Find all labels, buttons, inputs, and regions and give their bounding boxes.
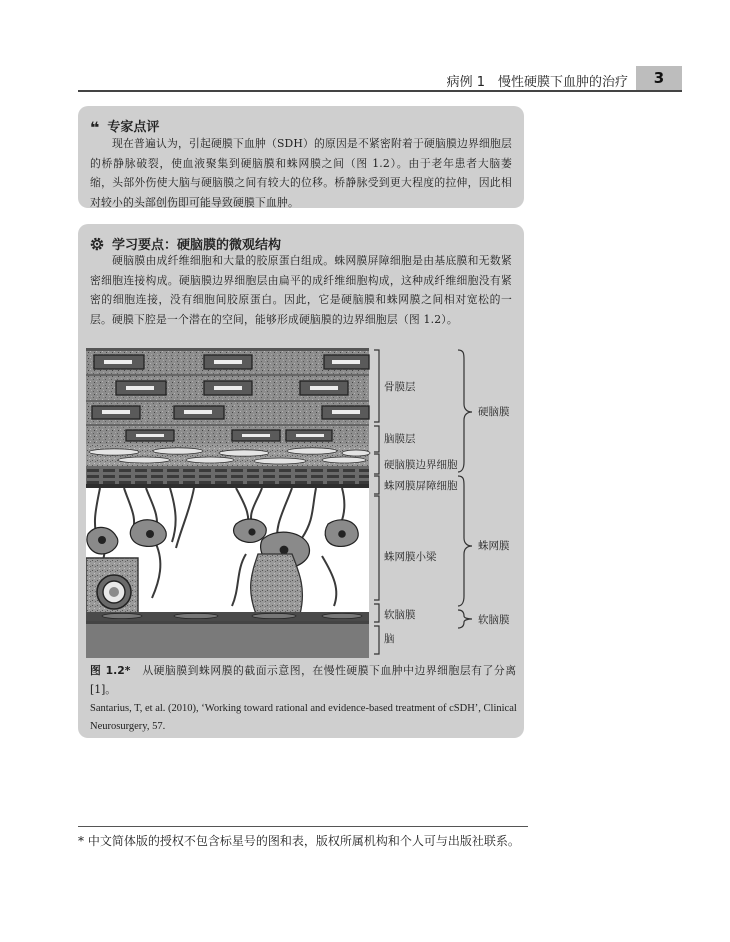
- label-pia: 软脑膜: [384, 609, 416, 621]
- quote-icon: ❝: [90, 118, 100, 137]
- running-title: 病例 1 慢性硬膜下血肿的治疗: [446, 75, 628, 90]
- label-meningeal: 脑膜层: [384, 433, 416, 445]
- label-periosteal: 骨膜层: [384, 381, 416, 393]
- group-label-arachnoid: 蛛网膜: [478, 540, 510, 552]
- gear-icon: [90, 237, 104, 251]
- meninges-diagram: [86, 348, 520, 658]
- learning-point-paragraph: 硬脑膜由成纤维细胞和大量的胶原蛋白组成。蛛网膜屏障细胞是由基底膜和无数紧密细胞连接构成。硬脑膜边界细胞层由扁平的成纤维细胞构成，这种成纤维细胞没有紧密的细胞连接，没有细胞间胶原蛋白。因此，它是硬脑膜和蛛网膜之间相对宽松的一层。硬膜下腔是一个潜在的空间，能够形成硬脑膜的边界细胞层（图 1.2）。: [90, 254, 512, 326]
- bridging-vein: [86, 558, 138, 618]
- label-arachnoid-trabeculae: 蛛网膜小梁: [384, 551, 437, 563]
- layer-brackets: [374, 350, 379, 654]
- group-label-dura: 硬脑膜: [478, 406, 510, 418]
- learning-point-box: [78, 224, 524, 738]
- figure-caption: [90, 661, 516, 699]
- figure-caption-label: 图 1.2*: [90, 664, 131, 677]
- expert-comment-heading: ❝ 专家点评: [90, 118, 160, 137]
- figure-caption-text: 从硬脑膜到蛛网膜的截面示意图，在慢性硬膜下血肿中边界细胞层有了分离 [1]。: [90, 664, 516, 696]
- group-label-pia: 软脑膜: [478, 614, 510, 626]
- label-brain: 脑: [384, 633, 395, 645]
- expert-comment-box: [78, 106, 524, 208]
- label-dural-border: 硬脑膜边界细胞: [384, 459, 458, 471]
- figure-reference: Santarius, T, et al. (2010), ‘Working toward rational and evidence-based treatment of cSDH’, Clinical Neurosurgery, 57.: [90, 703, 517, 732]
- page-number: 3: [636, 66, 682, 90]
- header-rule: [78, 90, 682, 92]
- running-header: [78, 66, 682, 92]
- learning-point-heading: 学习要点：硬脑膜的微观结构: [90, 234, 281, 253]
- footnote-rule: [78, 826, 528, 827]
- label-arachnoid-barrier: 蛛网膜屏障细胞: [384, 480, 458, 492]
- footnote: * 中文简体版的授权不包含标星号的图和表，版权所属机构和个人可与出版社联系。: [78, 834, 520, 848]
- brain-layer: [86, 621, 369, 658]
- arachnoid-barrier-layer: [86, 466, 369, 484]
- expert-comment-paragraph: 现在普遍认为，引起硬膜下血肿（SDH）的原因是不紧密附着于硬脑膜边界细胞层的桥静脉破裂，使血液聚集到硬脑膜和蛛网膜之间（图 1.2）。由于老年患者大脑萎缩，头部外伤使大脑与硬脑膜之间有较大的位移。桥静脉受到更大程度的拉伸，因此相对较小的头部创伤即可能导致硬膜下血肿。: [90, 137, 512, 209]
- group-braces: [458, 350, 472, 628]
